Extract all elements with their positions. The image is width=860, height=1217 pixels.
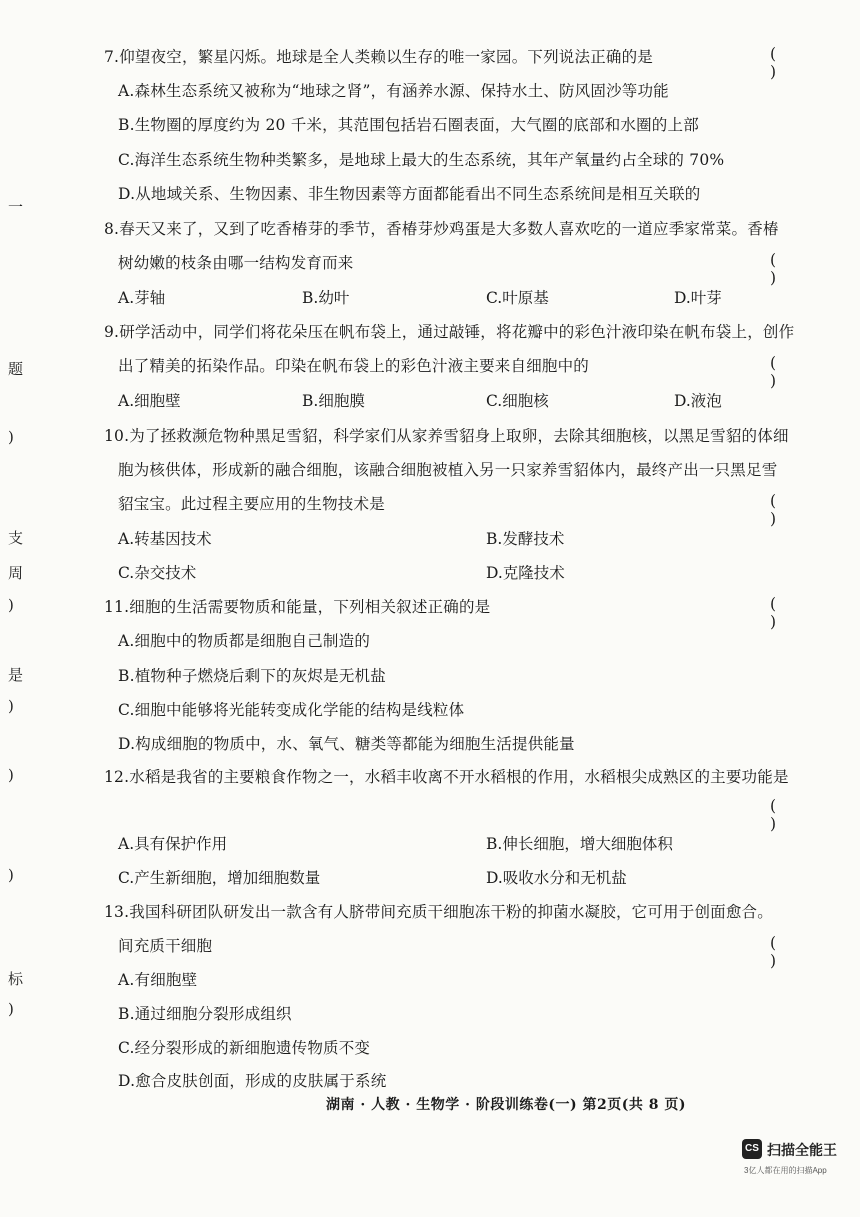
- question-stem: 13.我国科研团队研发出一款含有人脐带间充质干细胞冻干粉的抑菌水凝胶，它可用于创面愈合。: [104, 903, 773, 921]
- option-d: D.吸收水分和无机盐: [486, 869, 627, 887]
- option-a: A.细胞中的物质都是细胞自己制造的: [118, 632, 371, 650]
- margin-char: ): [8, 766, 14, 784]
- option-c: C.经分裂形成的新细胞遗传物质不变: [118, 1039, 371, 1057]
- option-c: C.细胞中能够将光能转变成化学能的结构是线粒体: [118, 701, 465, 719]
- option-a: A.具有保护作用: [118, 835, 228, 853]
- scanner-watermark: [742, 1139, 852, 1179]
- option-a: A.森林生态系统又被称为“地球之肾”，有涵养水源、保持水土、防风固沙等功能: [118, 82, 669, 100]
- option-b: B.生物圈的厚度约为 20 千米，其范围包括岩石圈表面，大气圈的底部和水圈的上部: [118, 116, 699, 134]
- margin-char: ): [8, 697, 14, 715]
- question-stem: 7.仰望夜空，繁星闪烁。地球是全人类赖以生存的唯一家园。下列说法正确的是: [104, 48, 653, 66]
- question-stem: 10.为了拯救濒危物种黑足雪貂，科学家们从家养雪貂身上取卵，去除其细胞核，以黑足雪貂的体细: [104, 427, 789, 445]
- option-b: B.细胞膜: [302, 392, 365, 410]
- answer-bracket: ( ): [770, 934, 803, 970]
- margin-char: 一: [8, 198, 24, 216]
- option-b: B.幼叶: [302, 289, 350, 307]
- margin-char: ): [8, 596, 14, 614]
- question-stem: 12.水稻是我省的主要粮食作物之一，水稻丰收离不开水稻根的作用，水稻根尖成熟区的主要功能是: [104, 768, 789, 786]
- scanner-app-name: 扫描全能王: [767, 1142, 837, 1158]
- margin-char: ): [8, 428, 14, 446]
- option-a: A.有细胞壁: [118, 971, 198, 989]
- option-b: B.通过细胞分裂形成组织: [118, 1005, 292, 1023]
- answer-bracket: ( ): [770, 45, 803, 81]
- option-c: C.杂交技术: [118, 564, 197, 582]
- answer-bracket: ( ): [770, 354, 803, 390]
- margin-char: ): [8, 866, 14, 884]
- question-stem: 8.春天又来了，又到了吃香椿芽的季节，香椿芽炒鸡蛋是大多数人喜欢吃的一道应季家常菜。香椿: [104, 220, 779, 238]
- question-stem-cont: 貂宝宝。此过程主要应用的生物技术是: [118, 495, 385, 513]
- question-stem-cont: 胞为核供体，形成新的融合细胞，该融合细胞被植入另一只家养雪貂体内，最终产出一只黑足雪: [118, 461, 778, 479]
- option-c: C.叶原基: [486, 289, 549, 307]
- option-a: A.细胞壁: [118, 392, 181, 410]
- question-stem: 11.细胞的生活需要物质和能量，下列相关叙述正确的是: [104, 598, 491, 616]
- option-a: A.转基因技术: [118, 530, 212, 548]
- option-b: B.发酵技术: [486, 530, 565, 548]
- option-d: D.液泡: [674, 392, 722, 410]
- option-b: B.植物种子燃烧后剩下的灰烬是无机盐: [118, 667, 386, 685]
- question-stem-cont: 树幼嫩的枝条由哪一结构发育而来: [118, 254, 354, 272]
- option-c: C.产生新细胞，增加细胞数量: [118, 869, 321, 887]
- option-a: A.芽轴: [118, 289, 166, 307]
- option-d: D.叶芽: [674, 289, 722, 307]
- option-c: C.细胞核: [486, 392, 549, 410]
- question-stem-cont: 出了精美的拓染作品。印染在帆布袋上的彩色汁液主要来自细胞中的: [118, 357, 590, 375]
- question-stem: 9.研学活动中，同学们将花朵压在帆布袋上，通过敲锤，将花瓣中的彩色汁液印染在帆布袋上，创作: [104, 323, 795, 341]
- option-d: D.克隆技术: [486, 564, 565, 582]
- answer-bracket: ( ): [770, 492, 803, 528]
- answer-bracket: ( ): [770, 595, 803, 631]
- page-footer: 湖南 · 人教 · 生物学 · 阶段训练卷(一) 第2页(共 8 页): [326, 1097, 686, 1113]
- option-b: B.伸长细胞，增大细胞体积: [486, 835, 673, 853]
- scanner-tagline: 3亿人都在用的扫描App: [744, 1166, 827, 1175]
- option-c: C.海洋生态系统生物种类繁多，是地球上最大的生态系统，其年产氧量约占全球的 70%: [118, 151, 725, 169]
- answer-bracket: ( ): [770, 797, 803, 833]
- scanner-logo-icon: CS: [742, 1139, 762, 1159]
- answer-bracket: ( ): [770, 251, 803, 287]
- margin-char: 支: [8, 529, 24, 547]
- margin-char: 周: [8, 564, 24, 582]
- margin-char: ): [8, 1000, 14, 1018]
- option-d: D.愈合皮肤创面，形成的皮肤属于系统: [118, 1072, 387, 1090]
- margin-char: 题: [8, 360, 24, 378]
- margin-char: 标: [8, 970, 24, 988]
- question-stem-cont: 间充质干细胞: [118, 937, 213, 955]
- option-d: D.从地域关系、生物因素、非生物因素等方面都能看出不同生态系统间是相互关联的: [118, 185, 701, 203]
- margin-char: 是: [8, 666, 24, 684]
- option-d: D.构成细胞的物质中，水、氧气、糖类等都能为细胞生活提供能量: [118, 735, 575, 753]
